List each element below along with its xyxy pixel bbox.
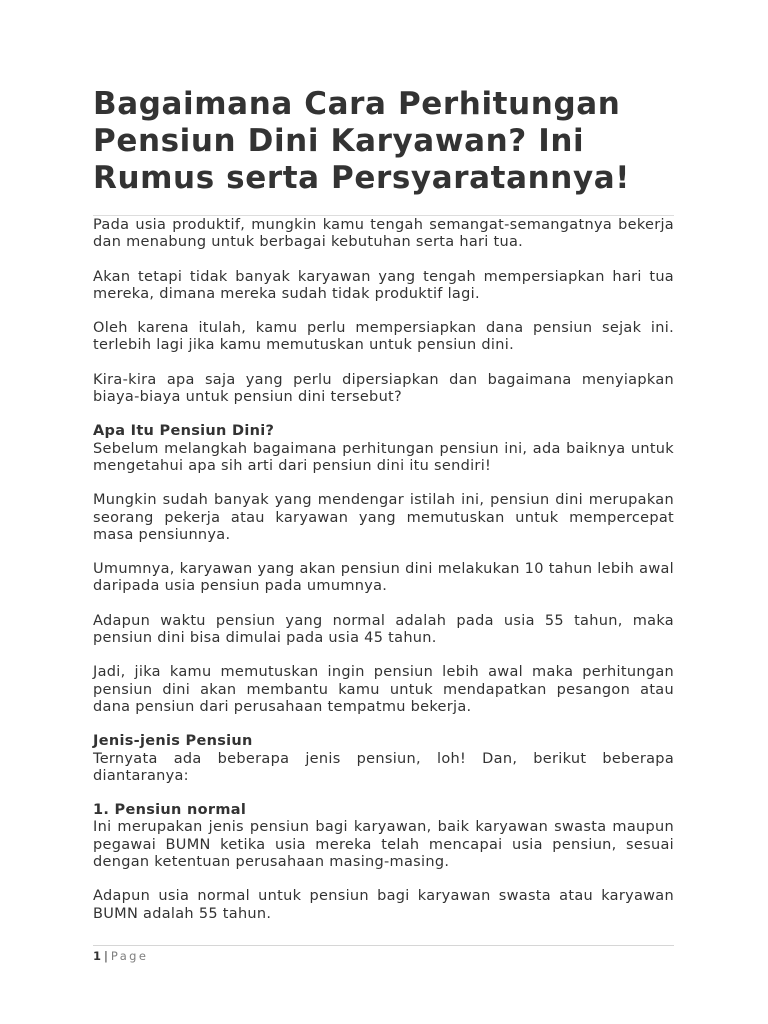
document-content xyxy=(93,86,674,940)
paragraph: Ini merupakan jenis pensiun bagi karyawan, baik karyawan swasta maupun pegawai BUMN ketika usia mereka telah mencapai usia pensiun, sesuai dengan ketentuan perusahaan masing-masing. xyxy=(93,819,674,871)
page-number: 1 xyxy=(93,949,102,963)
paragraph: Jadi, jika kamu memutuskan ingin pensiun lebih awal maka perhitungan pensiun dini akan membantu kamu untuk mendapatkan pesangon atau dana pensiun dari perusahaan tempatmu bekerja. xyxy=(93,664,674,715)
footer-separator: | xyxy=(104,949,108,963)
page-label: Page xyxy=(110,949,149,963)
paragraph: Adapun waktu pensiun yang normal adalah pada usia 55 tahun, maka pensiun dini bisa dimulai pada usia 45 tahun. xyxy=(93,612,674,647)
title-divider xyxy=(93,215,674,216)
paragraph: Sebelum melangkah bagaimana perhitungan pensiun ini, ada baiknya untuk mengetahui apa sih arti dari pensiun dini itu sendiri! xyxy=(93,440,674,474)
document-title: Bagaimana Cara Perhitungan Pensiun Dini Karyawan? Ini Rumus serta Persyaratannya! xyxy=(93,86,631,196)
paragraph: Mungkin sudah banyak yang mendengar istilah ini, pensiun dini merupakan seorang pekerja atau karyawan yang memutuskan untuk mempercepat masa pensiunnya. xyxy=(93,492,674,543)
section-heading-pensiun-normal: 1. Pensiun normal xyxy=(93,802,247,819)
paragraph: Oleh karena itulah, kamu perlu mempersiapkan dana pensiun sejak ini. terlebih lagi jika kamu memutuskan untuk pensiun dini. xyxy=(93,320,674,354)
document-body xyxy=(93,217,674,923)
section-heading-jenis: Jenis-jenis Pensiun xyxy=(93,733,253,750)
paragraph: Pada usia produktif, mungkin kamu tengah semangat-semangatnya bekerja dan menabung untuk berbagai kebutuhan serta hari tua. xyxy=(93,217,674,251)
page-footer xyxy=(93,949,148,963)
footer-divider xyxy=(93,945,674,946)
section-heading-apa-itu: Apa Itu Pensiun Dini? xyxy=(93,423,275,440)
paragraph: Kira-kira apa saja yang perlu dipersiapkan dan bagaimana menyiapkan biaya-biaya untuk pensiun dini tersebut? xyxy=(93,371,674,406)
paragraph: Umumnya, karyawan yang akan pensiun dini melakukan 10 tahun lebih awal daripada usia pensiun pada umumnya. xyxy=(93,561,674,595)
paragraph: Ternyata ada beberapa jenis pensiun, loh! Dan, berikut beberapa diantaranya: xyxy=(93,750,674,784)
paragraph: Akan tetapi tidak banyak karyawan yang tengah mempersiapkan hari tua mereka, dimana mereka sudah tidak produktif lagi. xyxy=(93,268,674,302)
paragraph: Adapun usia normal untuk pensiun bagi karyawan swasta atau karyawan BUMN adalah 55 tahun. xyxy=(93,888,674,922)
